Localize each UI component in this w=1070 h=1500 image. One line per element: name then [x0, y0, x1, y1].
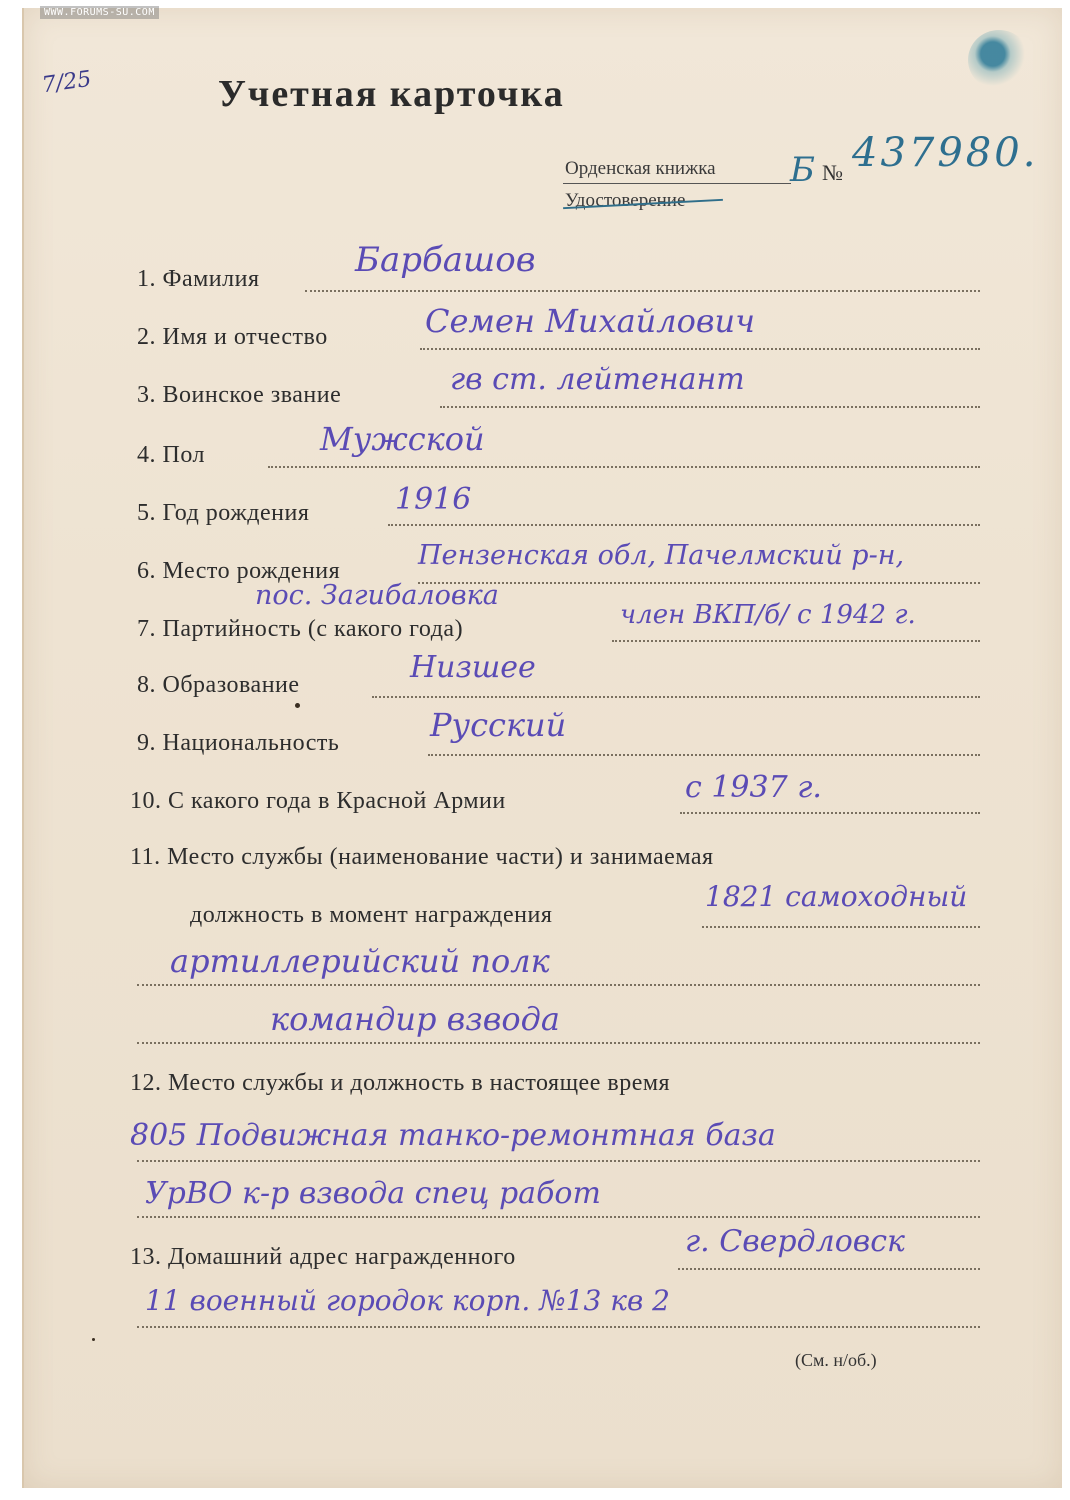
- name-label: 2. Имя и отчество: [137, 324, 328, 350]
- party-line: [612, 640, 980, 642]
- birth-year-line: [388, 524, 980, 526]
- current-service-line-2: [137, 1216, 980, 1218]
- service-line-1: [702, 926, 980, 928]
- sex-line: [268, 466, 980, 468]
- service-unit-value: 1821 самоходный: [705, 880, 968, 913]
- card-title: Учетная карточка: [218, 73, 565, 115]
- education-value: Низшее: [410, 650, 536, 685]
- paper-spot: [295, 703, 300, 708]
- education-line: [372, 696, 980, 698]
- birthplace-value-line2: пос. Загибаловка: [255, 580, 499, 611]
- education-label: 8. Образование: [137, 672, 300, 698]
- birthplace-label: 6. Место рождения: [137, 558, 341, 584]
- service-place-label: 11. Место службы (наименование части) и занимаемая: [130, 844, 714, 870]
- birthplace-value: Пензенская обл, Пачелмский р-н,: [418, 540, 905, 571]
- service-line-2: [137, 984, 980, 986]
- home-address-value-1: г. Свердловск: [685, 1224, 905, 1259]
- service-line-3: [137, 1042, 980, 1044]
- order-book-label: Орденская книжка: [565, 158, 716, 179]
- surname-value: Барбашов: [355, 240, 536, 280]
- nationality-label: 9. Национальность: [137, 730, 340, 756]
- surname-label: 1. Фамилия: [137, 266, 260, 292]
- birth-year-label: 5. Год рождения: [137, 500, 310, 526]
- current-service-label: 12. Место службы и должность в настоящее время: [130, 1070, 671, 1096]
- site-watermark: WWW.FORUMS-SU.COM: [40, 6, 159, 19]
- surname-line: [305, 290, 980, 292]
- party-label: 7. Партийность (с какого года): [137, 616, 464, 642]
- rank-line: [440, 406, 980, 408]
- home-address-value-2: 11 военный городок корп. №13 кв 2: [145, 1284, 670, 1317]
- army-since-line: [680, 812, 980, 814]
- corner-handwritten-note: 7/25: [40, 66, 93, 99]
- sex-value: Мужской: [320, 420, 485, 458]
- army-since-value: с 1937 г.: [685, 770, 822, 805]
- current-service-value-2: УрВО к-р взвода спец работ: [145, 1176, 601, 1211]
- order-number-sign: №: [822, 160, 843, 185]
- ink-stain: [968, 30, 1030, 90]
- order-divider: [563, 183, 791, 184]
- paper-spot: [92, 1338, 95, 1341]
- home-address-line-1: [678, 1268, 980, 1270]
- rank-label: 3. Воинское звание: [137, 382, 342, 408]
- order-number: 437980.: [852, 130, 1039, 176]
- service-position-value: командир взвода: [270, 1000, 560, 1038]
- rank-value: гв ст. лейтенант: [450, 362, 745, 397]
- birthplace-line: [418, 582, 980, 584]
- birth-year-value: 1916: [395, 482, 472, 517]
- home-address-line-2: [137, 1326, 980, 1328]
- army-since-label: 10. С какого года в Красной Армии: [130, 788, 506, 814]
- sex-label: 4. Пол: [137, 442, 205, 468]
- current-service-line-1: [137, 1160, 980, 1162]
- order-series: Б: [790, 150, 815, 190]
- service-unit-value-2: артиллерийский полк: [170, 942, 550, 980]
- home-address-label: 13. Домашний адрес награжденного: [130, 1244, 516, 1270]
- certificate-label: Удостоверение: [565, 190, 686, 211]
- service-position-label: должность в момент награждения: [190, 902, 553, 928]
- current-service-value-1: 805 Подвижная танко-ремонтная база: [130, 1118, 776, 1153]
- name-line: [420, 348, 980, 350]
- party-value: член ВКП/б/ с 1942 г.: [620, 600, 916, 630]
- see-reverse-note: (См. н/об.): [795, 1350, 877, 1370]
- name-value: Семен Михайлович: [425, 302, 756, 340]
- nationality-line: [428, 754, 980, 756]
- nationality-value: Русский: [430, 706, 567, 744]
